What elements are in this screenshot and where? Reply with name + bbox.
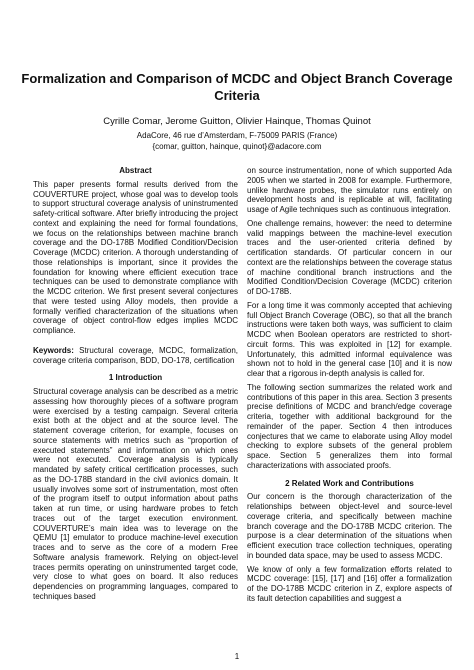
right-paragraph-4: The following section summarizes the related work and contributions of this paper in this area. Section 3 presents precise definitions of MCDC and branch/edge coverage criteria, together with additional background for the remainder of the paper. Section 4 then introduces conjectures that we came to elaborate using Alloy model checking to explore subsets of the general problem space. Section 5 generalizes them into formal characterizations with associated proofs. [247, 382, 452, 470]
author-list: Cyrille Comar, Jerome Guitton, Olivier Hainque, Thomas Quinot [103, 116, 371, 127]
keywords-text: Structural coverage, MCDC, formalization, coverage criteria comparison, BDD, DO-178, certification [33, 345, 238, 365]
related-work-paragraph-2: We know of only a few formalization efforts related to MCDC coverage: [15], [17] and [16] offer a formalization of the DO-178B MCDC criterion in Z, explore aspects of its fault detection capabilities and suggest a [247, 564, 452, 603]
affiliation: AdaCore, 46 rue d’Amsterdam, F-75009 PARIS (France) [136, 131, 338, 140]
left-column [33, 166, 238, 606]
paper-title [20, 70, 454, 104]
right-column [247, 166, 452, 608]
right-paragraph-1: on source instrumentation, none of which supported Ada 2005 when we started in 2008 for example. Furthermore, unlike hardware probes, the simulator runs entirely on development hosts and is replicable at will, facilitating usage of Agile techniques such as continuous integration. [247, 166, 452, 214]
related-work-paragraph-1: Our concern is the thorough characterization of the relationships between object-level and source-level coverage criteria, and specifically between machine branch coverage and the DO-178B MCDC criterion. The purpose is a clear determination of the situations when efficient execution trace collection techniques, operating in bounded data space, may be used to assess MCDC. [247, 492, 452, 560]
keywords [33, 346, 238, 366]
author-emails: {comar, guitton, hainque, quinot}@adacore.com [152, 142, 322, 151]
abstract-heading: Abstract [119, 166, 152, 175]
page-number: 1 [234, 652, 240, 661]
section-2-heading: 2 Related Work and Contributions [285, 478, 414, 488]
section-1-heading: 1 Introduction [108, 373, 163, 383]
title-line-2: Criteria [214, 88, 260, 103]
right-paragraph-3: For a long time it was commonly accepted that achieving full Object Branch Coverage (OBC), so that all the branch instructions were taken both ways, was sufficient to claim MCDC when Boolean operators are restricted to short-circuit forms. This was exploited in [12] for example. Unfortunately, this admitted informal equivalence was shown not to hold in the general case [10] and it is now clear that a rigorous in-depth analysis is called for. [247, 300, 452, 378]
title-line-1: Formalization and Comparison of MCDC and Object Branch Coverage [21, 71, 453, 86]
right-paragraph-2: One challenge remains, however: the need to determine valid mappings between the machine-level execution traces and the user-oriented criteria defined by certification standards. Of particular concern in our context are the relationships between the coverage status of machine conditional branch instructions and the Modified Condition/Decision Coverage (MCDC) criterion of DO-178B. [247, 218, 452, 296]
abstract-text: This paper presents formal results derived from the COUVERTURE project, whose goal was to develop tools to support structural coverage analysis of uninstrumented safety-critical software. After briefly introducing the project context and explaining the need for formal foundations, we focus on the relationships between machine branch coverage and the DO-178B Modified Condition/Decision Coverage (MCDC) criterion. A thorough understanding of those relationships is important, since it provides the foundation for knowing where efficient execution trace techniques can be used to demonstrate compliance with the MCDC criterion. We first present several conjectures that were tested using Alloy models, then provide a formally verified characterization of the situations when coverage of object control-flow edges implies MCDC compliance. [33, 179, 238, 335]
introduction-paragraph-1: Structural coverage analysis can be described as a metric assessing how thoroughly pieces of a software program were exercised by a testing campaign. Several criteria exist both at the object and at the source level. The statement coverage criterion, for example, focuses on source statements with metrics such as “proportion of executed statements” and information on which ones were not executed. Coverage analysis is typically mandated by safety critical certification processes, such as the DO-178B standard in the civil avionics domain. It usually involves some sort of instrumentation, most often of the program itself to output information about paths taken at run time, or using hardware probes to fetch traces out of the target execution environment. COUVERTURE’s main idea was to leverage on the QEMU [1] emulator to produce machine-level execution traces and to serve as the core of a modern Free Software analysis framework. Relying on object-level traces permits operating on uninstrumented target code, very close to what goes on board. It also reduces dependencies on programming languages, compared to techniques based [33, 387, 238, 601]
keywords-label: Keywords: [33, 345, 74, 355]
